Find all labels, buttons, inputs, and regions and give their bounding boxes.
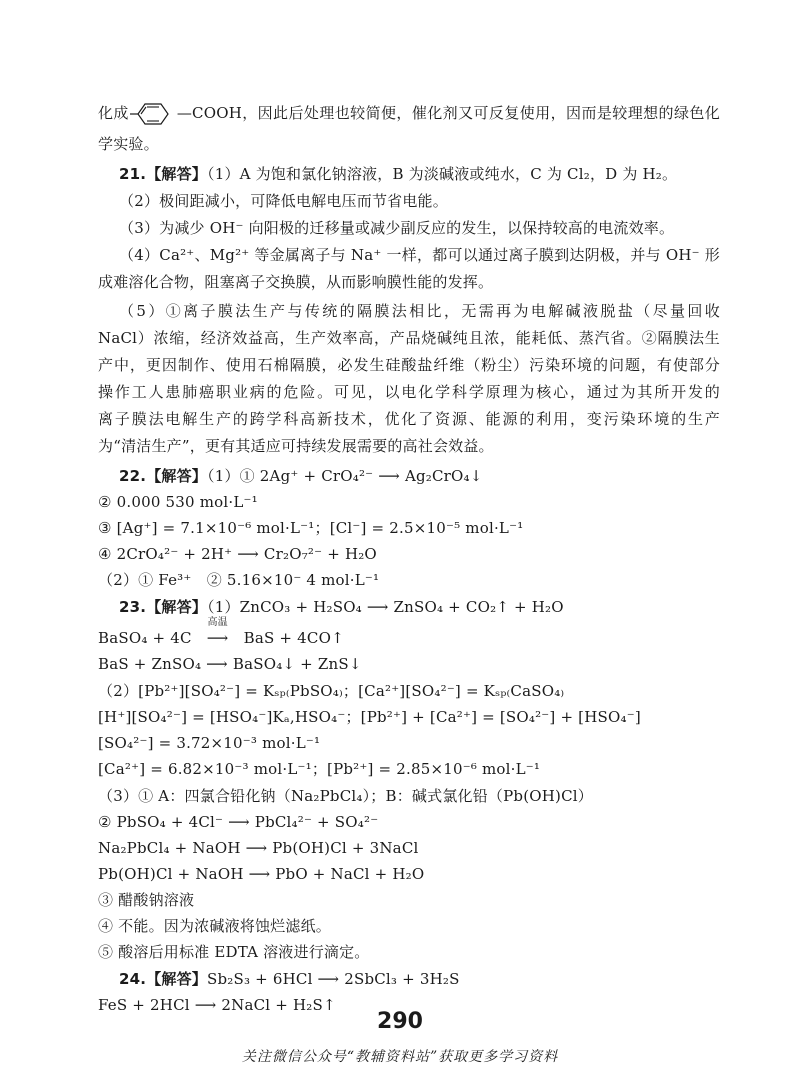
text-line: ④ 2CrO₄²⁻ + 2H⁺ ⟶ Cr₂O₇²⁻ + H₂O	[98, 545, 377, 563]
line-text: （1）① 2Ag⁺ + CrO₄²⁻ ⟶ Ag₂CrO₄↓	[207, 467, 483, 485]
answer-label: 【解答】	[146, 467, 207, 485]
text-line: ② PbSO₄ + 4Cl⁻ ⟶ PbCl₄²⁻ + SO₄²⁻	[98, 813, 379, 831]
text-line: [Ca²⁺] = 6.82×10⁻³ mol·L⁻¹；[Pb²⁺] = 2.85×10⁻⁶ mol·L⁻¹	[98, 760, 541, 778]
text-line: （2）极间距减小，可降低电解电压而节省电能。	[119, 192, 448, 210]
text-line: 学实验。	[98, 135, 159, 153]
reaction-arrow: 高温 ⟶	[197, 628, 239, 648]
text-line: ③ [Ag⁺] = 7.1×10⁻⁶ mol·L⁻¹；[Cl⁻] = 2.5×10⁻⁵ mol·L⁻¹	[98, 519, 524, 537]
answer-heading-21	[119, 164, 677, 184]
text-line: [SO₄²⁻] = 3.72×10⁻³ mol·L⁻¹	[98, 734, 321, 752]
line-text: Sb₂S₃ + 6HCl ⟶ 2SbCl₃ + 3H₂S	[207, 970, 460, 988]
benzene-ring-icon	[130, 101, 176, 127]
text-line: （4）Ca²⁺、Mg²⁺ 等金属离子与 Na⁺ 一样，都可以通过离子膜到达阴极，并与 OH⁻ 形	[119, 246, 720, 264]
text-line: FeS + 2HCl ⟶ 2NaCl + H₂S↑	[98, 996, 336, 1014]
text-line: Pb(OH)Cl + NaOH ⟶ PbO + NaCl + H₂O	[98, 865, 425, 883]
question-number: 23.	[119, 598, 147, 616]
text-line	[98, 101, 720, 127]
reaction-line	[98, 617, 344, 648]
text-line: ② 0.000 530 mol·L⁻¹	[98, 493, 258, 511]
line-text: 化成	[98, 104, 129, 122]
answer-label: 【解答】	[146, 970, 207, 988]
text-line: BaS + ZnSO₄ ⟶ BaSO₄↓ + ZnS↓	[98, 655, 362, 673]
text-line: 操作工人患肺癌职业病的危险。可见，以电化学科学原理为核心，通过为其所开发的	[98, 383, 720, 401]
question-number: 24.	[119, 970, 147, 988]
answer-heading-22	[119, 466, 483, 486]
text-line: 离子膜法电解生产的跨学科高新技术，优化了资源、能源的利用，变污染环境的生产	[98, 410, 720, 428]
line-text: BaS + 4CO↑	[238, 629, 344, 647]
footer-note: 关注微信公众号“教辅资料站”获取更多学习资料	[241, 1049, 559, 1065]
text-line: ③ 醋酸钠溶液	[98, 891, 195, 909]
text-line: （3）① A：四氯合铅化钠（Na₂PbCl₄）；B：碱式氯化铅（Pb(OH)Cl）	[98, 787, 593, 805]
question-number: 21.	[119, 165, 147, 183]
answer-heading-23	[119, 597, 564, 617]
text-line: 产中，更因制作、使用石棉隔膜，必发生硅酸盐纤维（粉尘）污染环境的问题，有使部分	[98, 356, 720, 374]
text-line: [H⁺][SO₄²⁻] = [HSO₄⁻]Kₐ,HSO₄⁻；[Pb²⁺] + [Ca²⁺] = [SO₄²⁻] + [HSO₄⁻]	[98, 708, 641, 726]
answer-label: 【解答】	[146, 165, 207, 183]
text-line: （3）为减少 OH⁻ 向阳极的迁移量或减少副反应的发生，以保持较高的电流效率。	[119, 219, 675, 237]
reaction-condition: 高温	[207, 617, 228, 628]
answer-label: 【解答】	[146, 598, 207, 616]
text-line: 成难溶化合物，阻塞离子交换膜，从而影响膜性能的发挥。	[98, 273, 494, 291]
text-line: 为“清洁生产”，更有其适应可持续发展需要的高社会效益。	[98, 437, 494, 455]
answer-heading-24	[119, 969, 460, 989]
text-line: （5）①离子膜法生产与传统的隔膜法相比，无需再为电解碱液脱盐（尽量回收	[119, 302, 720, 320]
line-text: （1）A 为饱和氯化钠溶液，B 为淡碱液或纯水，C 为 Cl₂，D 为 H₂。	[207, 165, 678, 183]
text-line: ⑤ 酸溶后用标准 EDTA 溶液进行滴定。	[98, 943, 370, 961]
line-text: —COOH，因此后处理也较简便，催化剂又可反复使用，因而是较理想的绿色化	[176, 104, 720, 122]
line-text: BaSO₄ + 4C	[98, 629, 197, 647]
line-text: （1）ZnCO₃ + H₂SO₄ ⟶ ZnSO₄ + CO₂↑ + H₂O	[207, 598, 564, 616]
text-line: （2）① Fe³⁺ ② 5.16×10⁻ 4 mol·L⁻¹	[98, 571, 380, 589]
text-line: Na₂PbCl₄ + NaOH ⟶ Pb(OH)Cl + 3NaCl	[98, 839, 419, 857]
text-line: NaCl）浓缩，经济效益高，生产效率高，产品烧碱纯且浓，能耗低、蒸汽省。②隔膜法生	[98, 329, 720, 347]
page-number: 290	[377, 1009, 423, 1034]
text-line: ④ 不能。因为浓碱液将蚀烂滤纸。	[98, 917, 331, 935]
text-line: （2）[Pb²⁺][SO₄²⁻] = Kₛₚ₍PbSO₄₎；[Ca²⁺][SO₄²⁻] = Kₛₚ₍CaSO₄₎	[98, 682, 565, 700]
question-number: 22.	[119, 467, 147, 485]
